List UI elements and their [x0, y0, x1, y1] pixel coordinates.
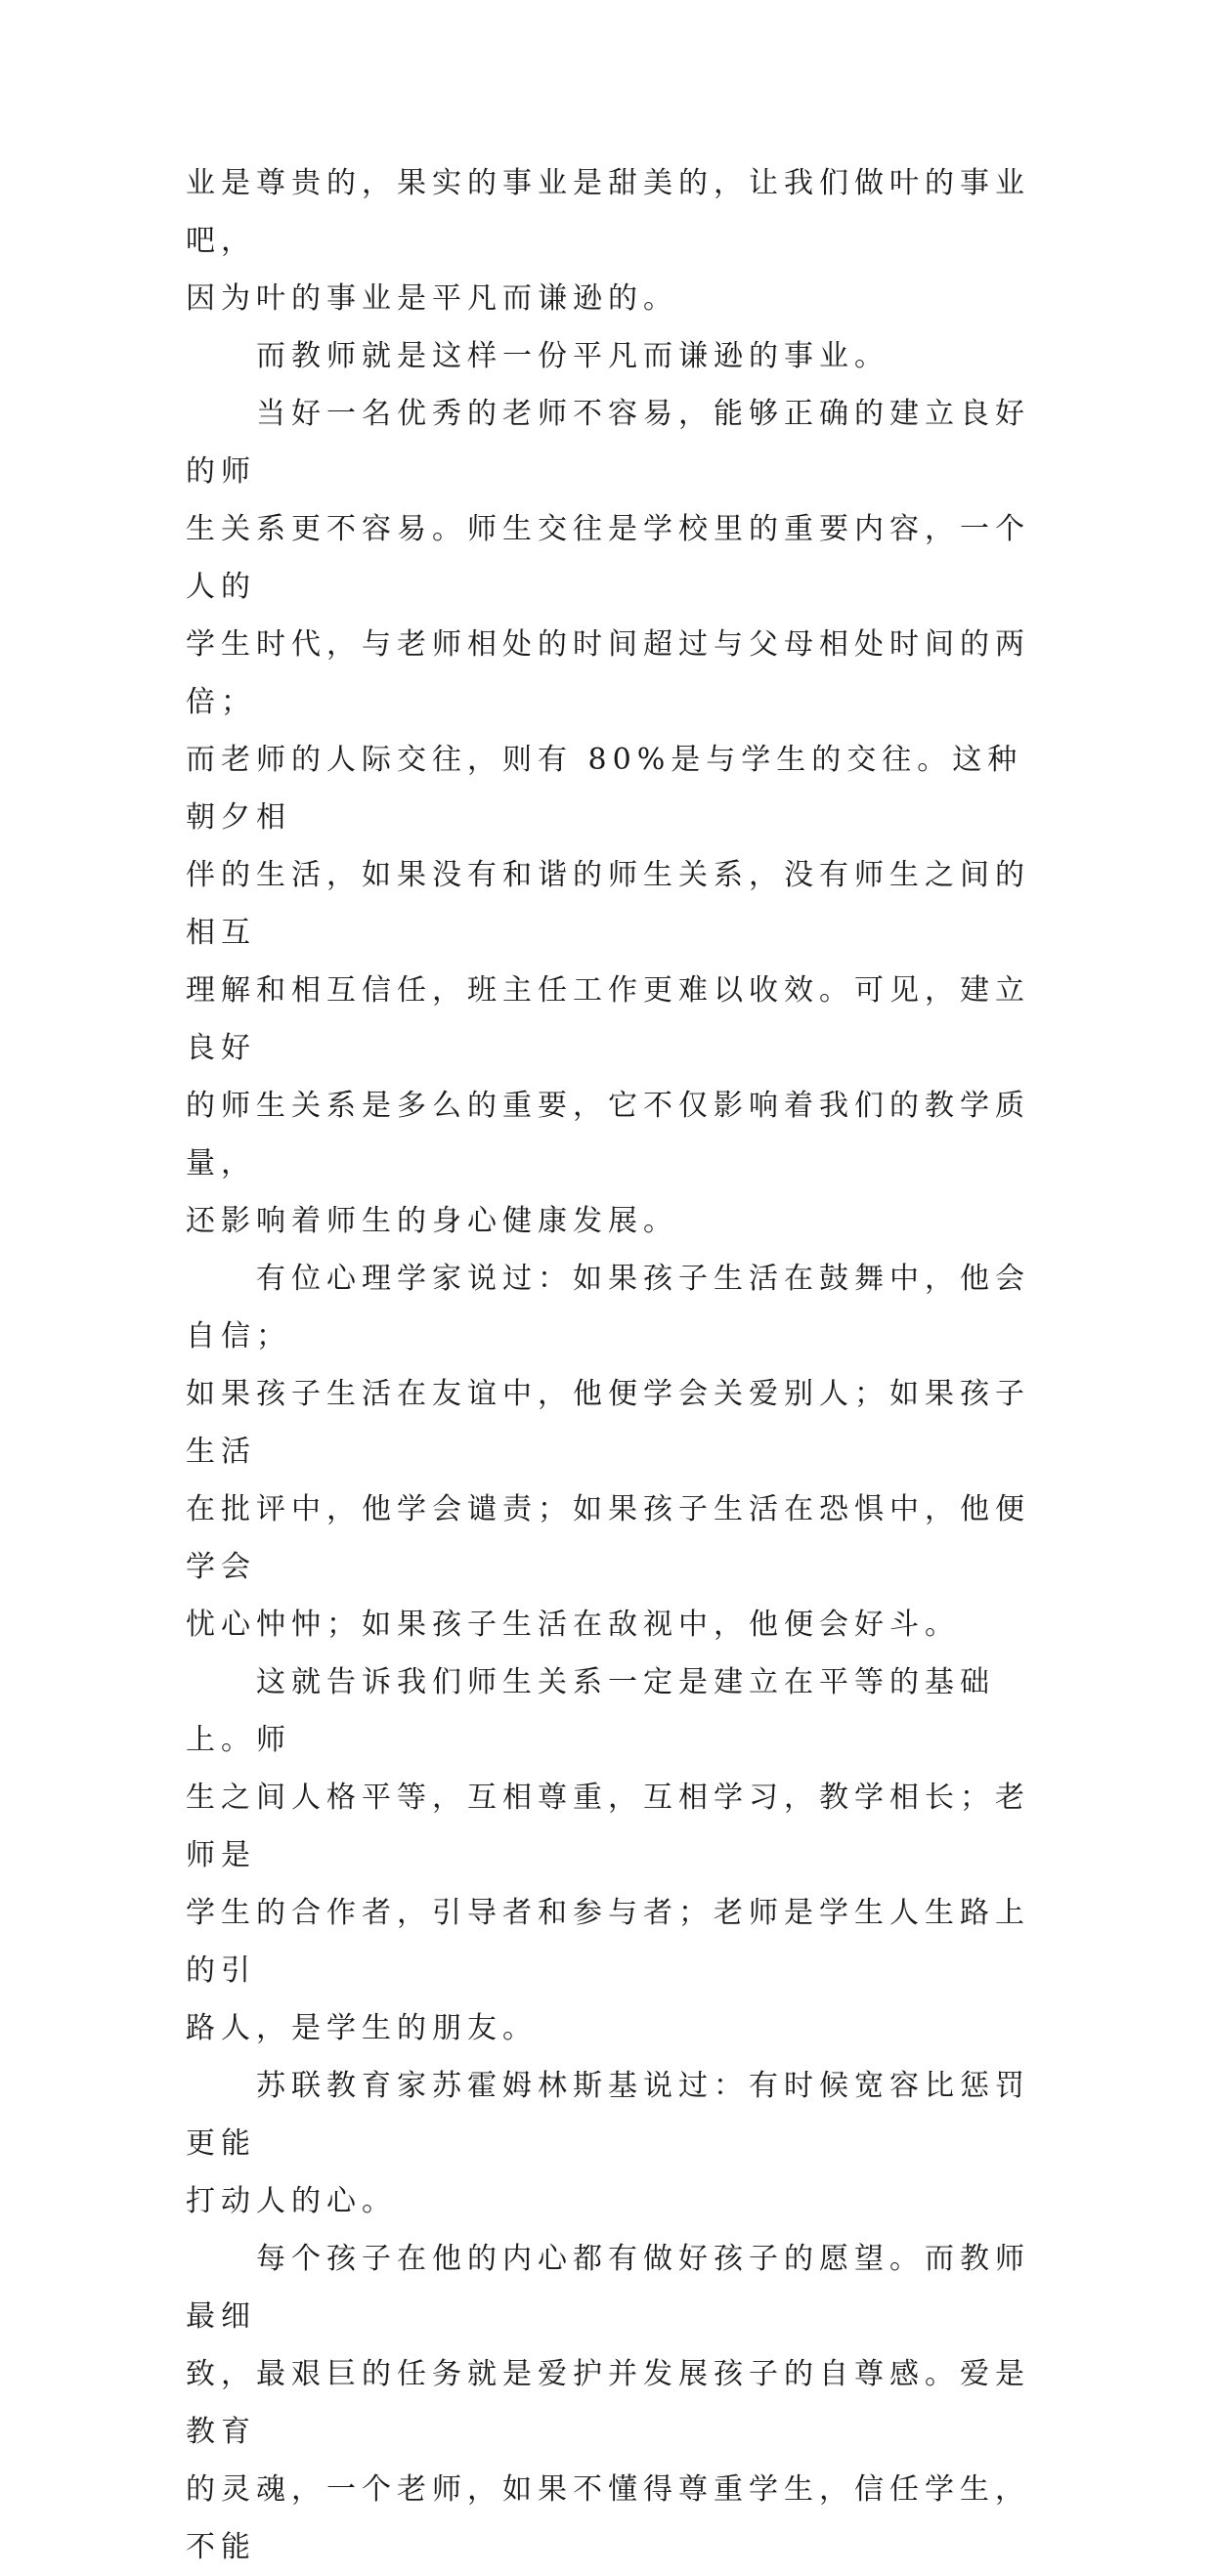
paragraph-2: 而教师就是这样一份平凡而谦逊的事业。 [186, 339, 889, 373]
paragraph-7: 每个孩子在他的内心都有做好孩子的愿望。而教师最细 致，最艰巨的任务就是爱护并发展孩子的自尊感。爱是教育 的灵魂，一个老师，如果不懂得尊重学生，信任学生，不能 [186, 2242, 1030, 2564]
document-body [186, 154, 1046, 2576]
paragraph-1: 业是尊贵的，果实的事业是甜美的，让我们做叶的事业吧， 因为叶的事业是平凡而谦逊的。 [186, 166, 1030, 316]
paragraph-3: 当好一名优秀的老师不容易，能够正确的建立良好的师 生关系更不容易。师生交往是学校里的重要内容，一个人的 学生时代，与老师相处的时间超过与父母相处时间的两倍； 而老师的人际交往，则有 80%是与学生的交往。这种朝夕相 伴的生活，如果没有和谐的师生关系，没有师生之间的相互 理解和相互信任，班主任工作更难以收效。可见，建立良好 的师生关系是多么的重要，它不仅影响着我们的教学质量， 还影响着师生的身心健康发展。 [186, 397, 1030, 1238]
paragraph-6: 苏联教育家苏霍姆林斯基说过：有时候宽容比惩罚更能 打动人的心。 [186, 2069, 1030, 2218]
paragraph-5: 这就告诉我们师生关系一定是建立在平等的基础上。师 生之间人格平等，互相尊重，互相学习，教学相长；老师是 学生的合作者，引导者和参与者；老师是学生人生路上的引 路人，是学生的朋友。 [186, 1665, 1030, 2045]
paragraph-4: 有位心理学家说过：如果孩子生活在鼓舞中，他会自信； 如果孩子生活在友谊中，他便学会关爱别人；如果孩子生活 在批评中，他学会谴责；如果孩子生活在恐惧中，他便学会 忧心忡忡；如果孩子生活在敌视中，他便会好斗。 [186, 1262, 1030, 1642]
